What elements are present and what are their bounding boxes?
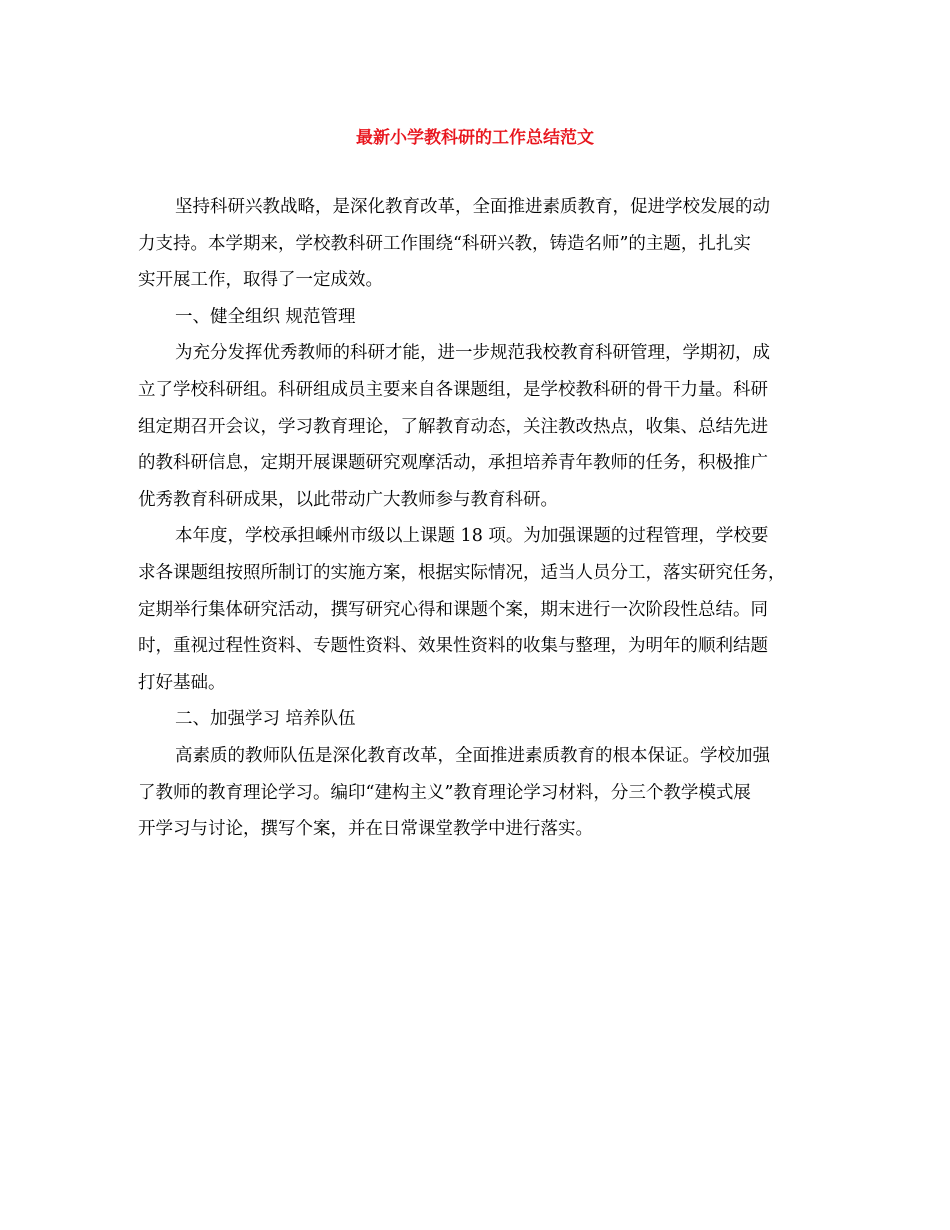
paragraph-line: 立了学校科研组。科研组成员主要来自各课题组，是学校教科研的骨干力量。科研 [138, 379, 768, 400]
paragraph-line: 优秀教育科研成果，以此带动广大教师参与教育科研。 [138, 489, 558, 510]
paragraph-line: 求各课题组按照所制订的实施方案，根据实际情况，适当人员分工，落实研究任务， [138, 562, 786, 583]
paragraph-line: 实开展工作，取得了一定成效。 [138, 270, 383, 291]
paragraph-line: 力支持。本学期来，学校教科研工作围绕“科研兴教，铸造名师”的主题，扎扎实 [138, 233, 751, 254]
paragraph-line: 时，重视过程性资料、专题性资料、效果性资料的收集与整理，为明年的顺利结题 [138, 636, 768, 657]
paragraph-line: 了教师的教育理论学习。编印“建构主义”教育理论学习材料，分三个教学模式展 [138, 782, 751, 803]
paragraph-line: 打好基础。 [138, 672, 226, 693]
paragraph-line: 的教科研信息，定期开展课题研究观摩活动，承担培养青年教师的任务，积极推广 [138, 453, 768, 474]
paragraph-line: 高素质的教师队伍是深化教育改革，全面推进素质教育的根本保证。学校加强 [175, 745, 770, 766]
paragraph-line: 定期举行集体研究活动，撰写研究心得和课题个案，期末进行一次阶段性总结。同 [138, 599, 768, 620]
section-heading-1: 一、健全组织 规范管理 [175, 306, 356, 327]
section-heading-2: 二、加强学习 培养队伍 [175, 709, 356, 730]
paragraph-line: 坚持科研兴教战略，是深化教育改革，全面推进素质教育，促进学校发展的动 [175, 197, 770, 217]
paragraph-line: 本年度，学校承担嵊州市级以上课题 18 项。为加强课题的过程管理，学校要 [175, 526, 769, 547]
paragraph-line: 为充分发挥优秀教师的科研才能，进一步规范我校教育科研管理，学期初，成 [175, 343, 770, 364]
document-title: 最新小学教科研的工作总结范文 [356, 128, 594, 148]
document-body [138, 189, 818, 848]
paragraph-line: 组定期召开会议，学习教育理论，了解教育动态，关注教改热点，收集、总结先进 [138, 416, 768, 437]
paragraph-line: 开学习与讨论，撰写个案，并在日常课堂教学中进行落实。 [138, 819, 593, 840]
